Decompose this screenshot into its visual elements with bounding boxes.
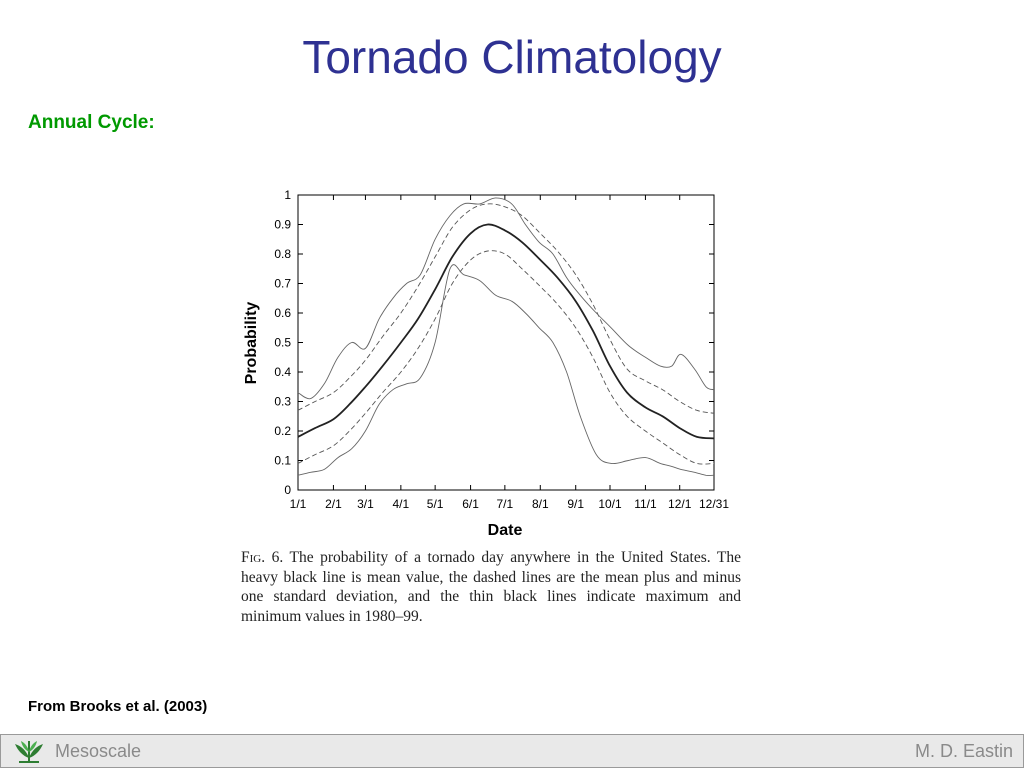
x-tick-label: 10/1 <box>598 497 622 511</box>
caption-text: The probability of a tornado day anywhere in the United States. The heavy black line is mean value, the dashed lines are the mean plus and minus one standard deviation, and the thin black lines indicate maximum and minimum values in 1980–99. <box>241 549 741 625</box>
y-tick-label: 0.3 <box>274 394 291 409</box>
x-tick-label: 4/1 <box>392 497 410 511</box>
x-tick-label: 11/1 <box>634 497 657 511</box>
x-tick-label: 2/1 <box>325 497 342 511</box>
probability-chart <box>230 180 750 545</box>
leaf-logo-icon <box>11 738 47 764</box>
x-tick-label: 12/1 <box>668 497 692 511</box>
caption-figure-number: Fig. 6. <box>241 549 284 566</box>
y-tick-label: 0.4 <box>274 365 291 379</box>
y-tick-label: 0.1 <box>274 453 291 468</box>
y-tick-label: 0.7 <box>274 276 291 291</box>
plot-frame <box>298 195 714 490</box>
source-citation: From Brooks et al. (2003) <box>28 698 208 715</box>
section-heading: Annual Cycle: <box>28 112 155 133</box>
y-tick-label: 0.5 <box>274 335 291 350</box>
x-tick-label: 3/1 <box>357 497 374 511</box>
footer-bar <box>0 734 1024 768</box>
x-tick-label: 1/1 <box>289 497 307 511</box>
y-tick-label: 0 <box>284 483 291 497</box>
std-dev-line-1 <box>298 204 714 414</box>
x-axis-label: Date <box>487 522 523 539</box>
x-tick-label: 6/1 <box>462 497 479 511</box>
footer-course-name: Mesoscale <box>55 741 142 761</box>
std-dev-line-2 <box>298 251 714 464</box>
extreme-line-4 <box>298 265 714 476</box>
figure-caption <box>241 548 741 626</box>
footer-author: M. D. Eastin <box>914 741 1013 761</box>
y-tick-label: 0.2 <box>274 424 291 438</box>
extreme-line-3 <box>298 198 714 399</box>
x-tick-label: 5/1 <box>426 497 444 511</box>
mean-line-0 <box>298 224 714 438</box>
x-tick-label: 7/1 <box>496 497 514 511</box>
y-axis-label: Probability <box>243 301 260 385</box>
y-tick-label: 1 <box>284 188 291 202</box>
y-tick-label: 0.8 <box>274 247 291 261</box>
slide-title: Tornado Climatology <box>302 31 722 83</box>
x-tick-label: 8/1 <box>531 497 549 511</box>
y-tick-label: 0.6 <box>274 306 291 320</box>
y-tick-label: 0.9 <box>274 217 291 232</box>
x-tick-label: 12/31 <box>698 497 730 511</box>
x-tick-label: 9/1 <box>567 497 585 511</box>
